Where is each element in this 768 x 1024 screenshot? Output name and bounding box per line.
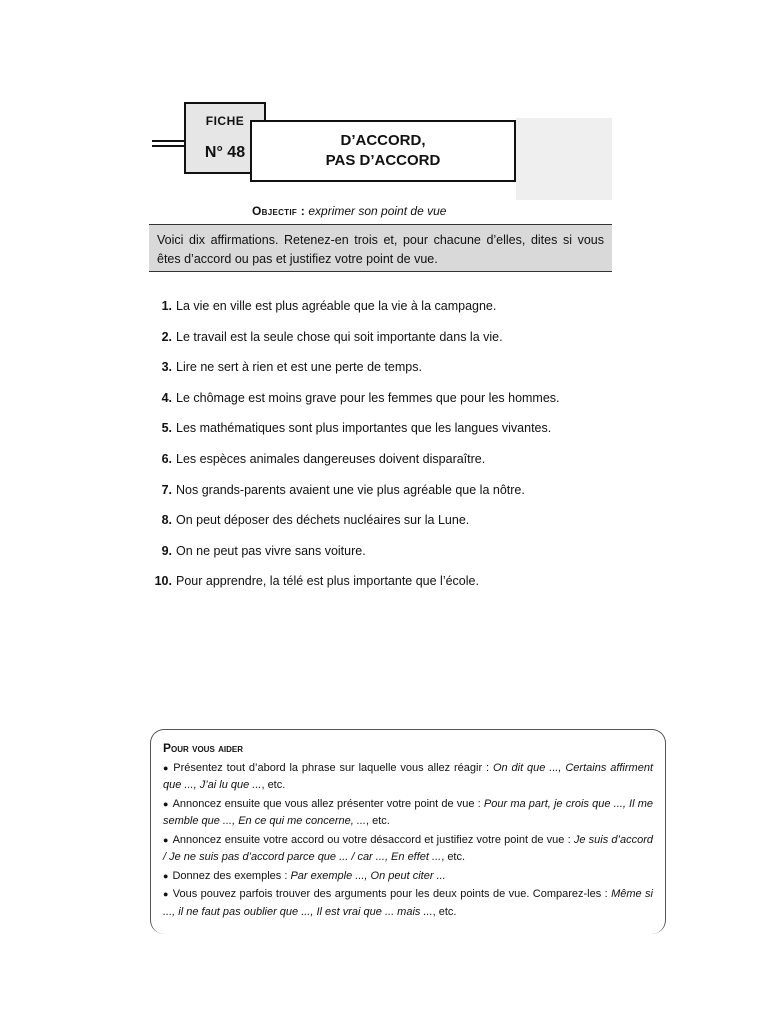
list-item [150, 480, 620, 511]
item-text: Pour apprendre, la télé est plus importante que l’école. [176, 574, 479, 589]
tip-tail: , etc. [432, 905, 457, 918]
bullet-icon: ● [163, 834, 169, 845]
item-text: Nos grands-parents avaient une vie plus agréable que la nôtre. [176, 482, 525, 497]
help-tip [163, 886, 653, 921]
item-number: 4. [161, 390, 172, 405]
item-number: 1. [161, 299, 172, 313]
list-item [150, 327, 620, 358]
list-item [150, 418, 620, 449]
help-box [150, 729, 666, 934]
list-item [150, 296, 620, 327]
item-number: 7. [161, 482, 172, 497]
help-tip [163, 760, 653, 795]
item-text: On peut déposer des déchets nucléaires sur la Lune. [176, 513, 470, 528]
list-item [150, 449, 620, 480]
tip-examples: Même si ..., il ne faut pas oublier que ..., Il est vrai que ... mais ... [163, 888, 653, 918]
item-text: On ne peut pas vivre sans voiture. [176, 543, 366, 558]
tip-examples: Pour ma part, je crois que ..., Il me semble que ..., En ce qui me concerne, ... [163, 797, 654, 827]
objective-text: exprimer son point de vue [308, 204, 447, 218]
item-number: 5. [161, 421, 172, 436]
objective [252, 204, 446, 218]
page-title [250, 120, 516, 182]
item-number: 8. [161, 513, 172, 528]
tip-text: Vous pouvez parfois trouver des arguments pour les deux points de vue. Comparez-les : [172, 888, 612, 900]
item-text: Le chômage est moins grave pour les femmes que pour les hommes. [176, 390, 560, 405]
bullet-icon: ● [163, 870, 169, 881]
affirmations-list [150, 296, 620, 602]
tip-text: Annoncez ensuite que vous allez présenter votre point de vue : [172, 797, 484, 810]
item-text: Les espèces animales dangereuses doivent disparaître. [176, 451, 486, 466]
title-line-2: PAS D’ACCORD [325, 152, 441, 169]
tip-tail: , etc. [261, 779, 286, 791]
instruction-box: Voici dix affirmations. Retenez-en trois et, pour chacune d’elles, dites si vous êtes d’accord ou pas et justifiez votre point de vue. [149, 224, 612, 272]
tip-text: Donnez des exemples : [172, 869, 291, 882]
tip-text: Présentez tout d’abord la phrase sur laquelle vous allez réagir : [173, 761, 493, 774]
tip-text: Annoncez ensuite votre accord ou votre désaccord et justifiez votre point de vue : [172, 833, 574, 846]
list-item [150, 357, 620, 388]
item-number: 9. [161, 543, 172, 558]
tip-tail: , etc. [366, 815, 390, 827]
item-number: 3. [161, 360, 172, 375]
item-number: 10. [154, 574, 172, 589]
tip-tail: , etc. [441, 851, 466, 863]
fiche-number: N° 48 [204, 144, 246, 161]
help-title: Pour vous aider [163, 741, 244, 755]
list-item [150, 388, 620, 419]
item-text: La vie en ville est plus agréable que la vie à la campagne. [176, 299, 497, 313]
list-item [150, 510, 620, 541]
bullet-icon: ● [163, 762, 170, 773]
item-number: 2. [161, 329, 172, 344]
item-text: Les mathématiques sont plus importantes que les langues vivantes. [176, 421, 552, 436]
bullet-icon: ● [163, 889, 169, 899]
objective-label: Objectif : [252, 204, 305, 218]
tip-examples: On dit que ..., Certains affirment que ..., J’ai lu que ... [163, 761, 653, 791]
list-item [150, 571, 620, 602]
bullet-icon: ● [163, 798, 169, 809]
help-tip [163, 832, 653, 867]
item-number: 6. [161, 451, 172, 466]
header-shade [516, 118, 612, 200]
tip-examples: Par exemple ..., On peut citer ... [290, 869, 446, 882]
tip-examples: Je suis d’accord / Je ne suis pas d’accord parce que ... / car ..., En effet ... [163, 833, 653, 863]
fiche-label: FICHE [205, 114, 245, 128]
help-tip [163, 796, 653, 831]
item-text: Lire ne sert à rien et est une perte de temps. [176, 360, 422, 375]
title-line-1: D’ACCORD, [340, 132, 426, 149]
item-text: Le travail est la seule chose qui soit importante dans la vie. [176, 329, 503, 344]
help-tip [163, 868, 653, 886]
list-item [150, 541, 620, 572]
